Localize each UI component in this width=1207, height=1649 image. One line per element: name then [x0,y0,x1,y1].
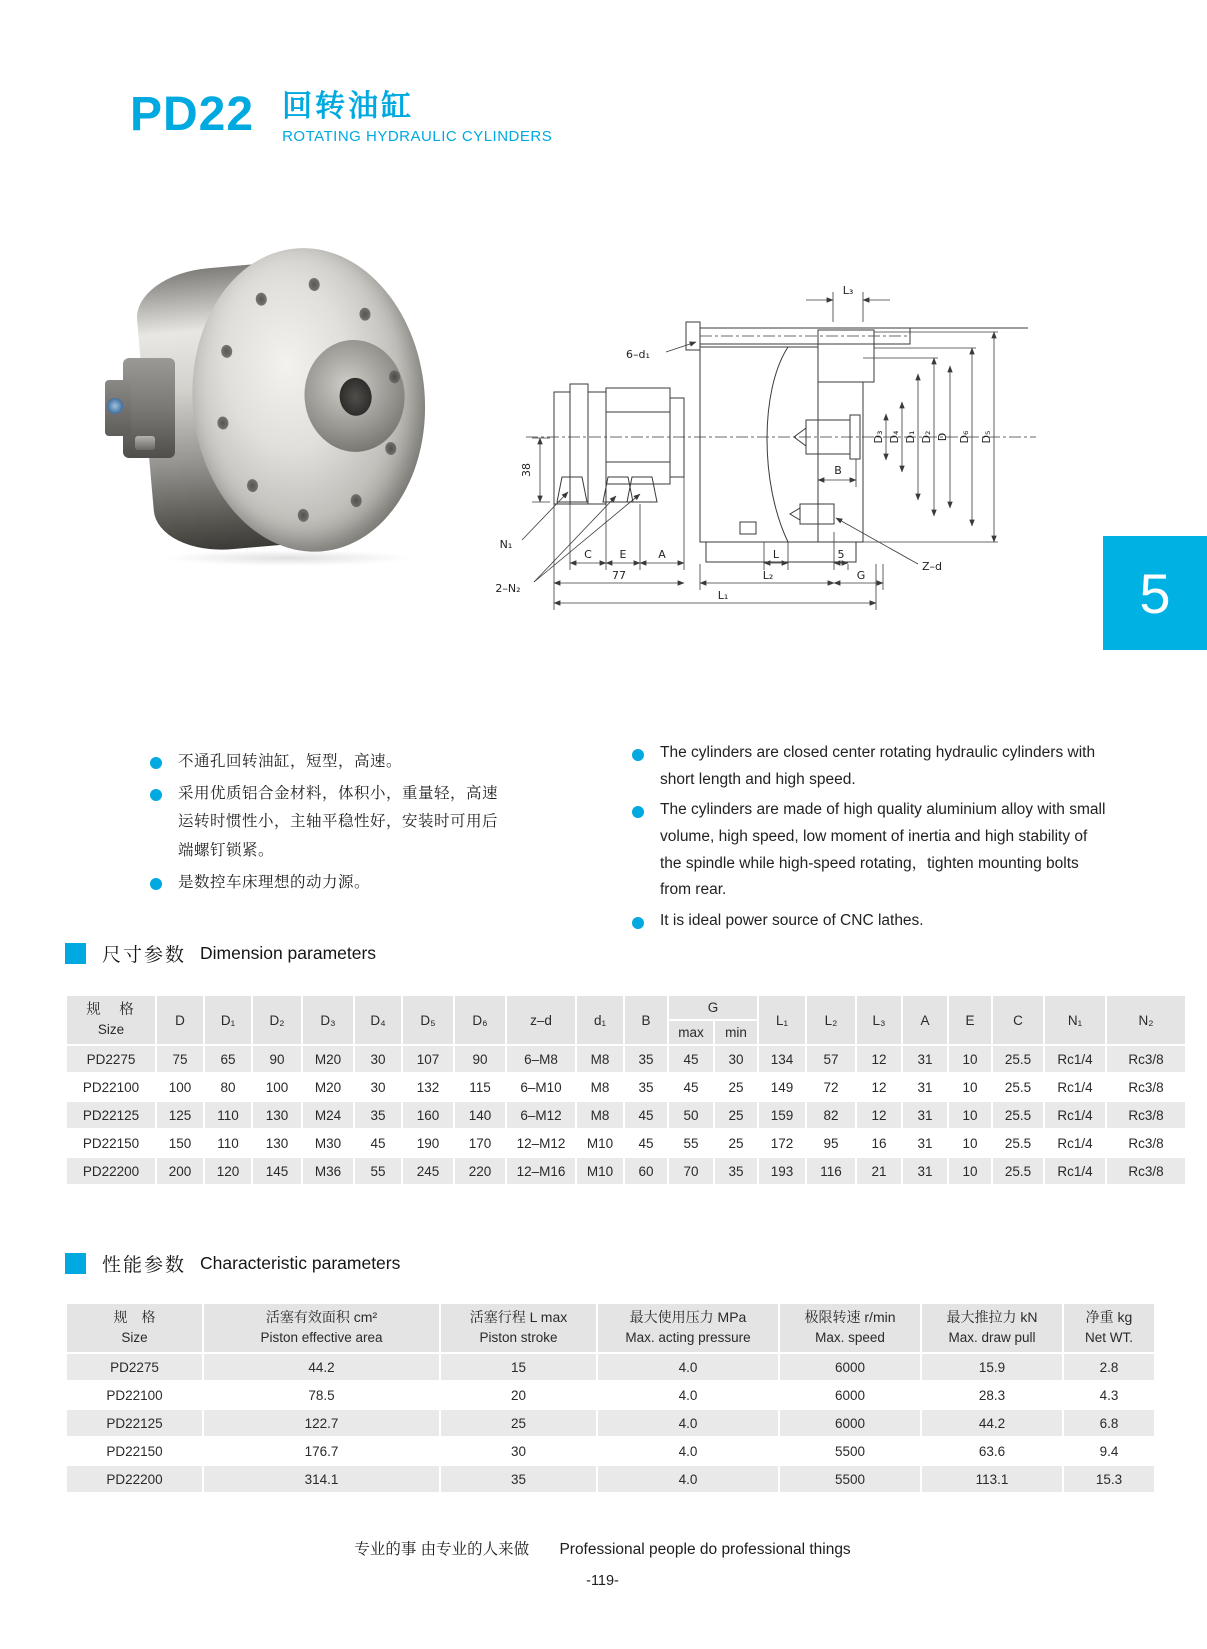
table-cell: 4.0 [598,1354,778,1380]
table-cell: PD22125 [67,1102,155,1128]
table-cell: 25.5 [993,1074,1043,1100]
diam-label: D₄ [888,430,901,444]
table-cell: 15 [441,1354,596,1380]
table-cell: 90 [455,1046,505,1072]
table-cell: 6000 [780,1354,920,1380]
table-cell: 9.4 [1064,1438,1154,1464]
table-cell: 31 [903,1074,947,1100]
table-cell: 6000 [780,1410,920,1436]
table-cell: PD22100 [67,1074,155,1100]
table-cell: 4.0 [598,1438,778,1464]
table-cell: 82 [807,1102,855,1128]
table-cell: PD22200 [67,1158,155,1184]
table-cell: 31 [903,1158,947,1184]
table-cell: 120 [205,1158,251,1184]
table-cell: 4.0 [598,1410,778,1436]
column-header: max [669,1021,713,1044]
section-square-icon [65,1253,86,1274]
feature-item: It is ideal power source of CNC lathes. [632,908,1110,935]
diam-label: D₆ [958,430,971,444]
characteristic-table-body [67,1354,1154,1492]
table-cell: 80 [205,1074,251,1100]
table-cell: 63.6 [922,1438,1062,1464]
dim-label-L2: L₂ [762,569,774,582]
column-header: min [715,1021,757,1044]
table-cell: M8 [577,1102,623,1128]
column-header: D₆ [455,996,505,1044]
table-cell: M24 [303,1102,353,1128]
dim-label-2N2: 2–N₂ [495,582,521,595]
features-cn [150,748,502,900]
table-cell: 45 [669,1046,713,1072]
table-cell: 70 [669,1158,713,1184]
column-header: z–d [507,996,575,1044]
table-row [67,1158,1185,1184]
table-cell: 314.1 [204,1466,439,1492]
dim-label-E: E [619,548,627,561]
table-cell: 10 [949,1074,991,1100]
table-cell: 44.2 [204,1354,439,1380]
table-cell: Rc3/8 [1107,1158,1185,1184]
table-cell: Rc3/8 [1107,1074,1185,1100]
section-title-cn: 尺寸参数 [102,945,187,966]
diam-label: D₂ [920,430,933,444]
table-cell: 10 [949,1130,991,1156]
column-header: A [903,996,947,1044]
table-cell: 31 [903,1102,947,1128]
table-cell: 5500 [780,1466,920,1492]
table-cell: M8 [577,1046,623,1072]
table-cell: 220 [455,1158,505,1184]
table-cell: 12 [857,1102,901,1128]
table-cell: 125 [157,1102,203,1128]
table-cell: 35 [441,1466,596,1492]
table-cell: PD22200 [67,1466,202,1492]
table-cell: 45 [355,1130,401,1156]
column-header: D₅ [403,996,453,1044]
column-header: L₃ [857,996,901,1044]
bolt-hole [246,478,258,492]
table-cell: 6–M10 [507,1074,575,1100]
table-cell: Rc1/4 [1045,1130,1105,1156]
table-cell: 25.5 [993,1158,1043,1184]
table-cell: Rc3/8 [1107,1130,1185,1156]
table-cell: 145 [253,1158,301,1184]
diam-label: D₅ [980,430,993,444]
bolt-hole [359,308,371,322]
table-cell: 6000 [780,1382,920,1408]
table-cell: 10 [949,1102,991,1128]
table-cell: 245 [403,1158,453,1184]
table-cell: 75 [157,1046,203,1072]
column-header: N₁ [1045,996,1105,1044]
table-cell: 65 [205,1046,251,1072]
feature-item: The cylinders are closed center rotating hydraulic cylinders with short length and high speed. [632,740,1110,793]
table-cell: M20 [303,1046,353,1072]
page-number: -119- [586,1573,619,1589]
column-header: L₁ [759,996,805,1044]
table-cell: M20 [303,1074,353,1100]
bolt-hole [297,508,309,522]
column-header: L₂ [807,996,855,1044]
table-cell: 25 [715,1130,757,1156]
table-cell: PD2275 [67,1046,155,1072]
table-row [67,1074,1185,1100]
table-cell: 25 [715,1074,757,1100]
table-cell: 35 [715,1158,757,1184]
dimension-table [65,994,1187,1186]
title-english: ROTATING HYDRAULIC CYLINDERS [282,128,553,145]
table-cell: PD22150 [67,1438,202,1464]
table-cell: 159 [759,1102,805,1128]
table-cell: 31 [903,1046,947,1072]
table-cell: 100 [253,1074,301,1100]
table-row [67,1382,1154,1408]
table-cell: Rc1/4 [1045,1158,1105,1184]
bolt-hole [256,292,268,306]
table-cell: 45 [625,1102,667,1128]
dim-label-N1: N₁ [499,538,513,551]
table-cell: 12–M12 [507,1130,575,1156]
title-block [282,90,552,145]
feature-item: 是数控车床理想的动力源。 [150,869,502,898]
table-cell: 160 [403,1102,453,1128]
column-header: D₂ [253,996,301,1044]
table-cell: 16 [857,1130,901,1156]
table-cell: M36 [303,1158,353,1184]
table-row [67,1410,1154,1436]
gray-fitting [135,436,155,450]
table-row [67,1466,1154,1492]
table-cell: 30 [715,1046,757,1072]
column-header: 活塞行程 L max Piston stroke [441,1304,596,1352]
table-cell: 12–M16 [507,1158,575,1184]
table-cell: 190 [403,1130,453,1156]
table-cell: 107 [403,1046,453,1072]
table-cell: 2.8 [1064,1354,1154,1380]
table-cell: 55 [355,1158,401,1184]
feature-item: 采用优质铝合金材料，体积小，重量轻，高速运转时惯性小，主轴平稳性好，安装时可用后端螺钉锁紧。 [150,780,502,866]
table-cell: 35 [625,1046,667,1072]
dimension-section-header [65,940,376,967]
table-cell: M30 [303,1130,353,1156]
column-header: D₃ [303,996,353,1044]
table-cell: 95 [807,1130,855,1156]
table-cell: 25 [441,1410,596,1436]
table-cell: 130 [253,1130,301,1156]
table-cell: PD22100 [67,1382,202,1408]
table-cell: 6–M8 [507,1046,575,1072]
column-header: 极限转速 r/min Max. speed [780,1304,920,1352]
table-cell: M8 [577,1074,623,1100]
dim-label-B: B [834,464,842,477]
feature-item: 不通孔回转油缸，短型，高速。 [150,748,502,777]
dim-label-77: 77 [612,569,626,582]
table-row [67,1438,1154,1464]
page-header [130,90,552,145]
blue-fitting [107,398,123,414]
table-cell: PD2275 [67,1354,202,1380]
characteristic-table-head [67,1304,1154,1352]
column-header: 最大使用压力 MPa Max. acting pressure [598,1304,778,1352]
table-cell: 35 [625,1074,667,1100]
drawing-svg [488,252,1056,614]
bolt-hole [350,494,362,508]
table-cell: 90 [253,1046,301,1072]
dimension-table-body [67,1046,1185,1184]
table-cell: 122.7 [204,1410,439,1436]
table-cell: Rc1/4 [1045,1074,1105,1100]
column-header: B [625,996,667,1044]
table-cell: 149 [759,1074,805,1100]
table-cell: 30 [441,1438,596,1464]
dim-label-5: 5 [837,548,845,561]
section-square-icon [65,943,86,964]
table-cell: 31 [903,1130,947,1156]
table-cell: 4.0 [598,1382,778,1408]
table-cell: 25 [715,1102,757,1128]
table-cell: 10 [949,1046,991,1072]
column-header: 最大推拉力 kN Max. draw pull [922,1304,1062,1352]
product-photo [103,246,439,568]
table-cell: 45 [669,1074,713,1100]
table-cell: 150 [157,1130,203,1156]
table-cell: 200 [157,1158,203,1184]
table-cell: 132 [403,1074,453,1100]
chapter-tab: 5 [1103,536,1207,650]
dim-label-Zd: Z–d [921,560,943,573]
table-cell: 55 [669,1130,713,1156]
table-cell: 170 [455,1130,505,1156]
table-cell: 20 [441,1382,596,1408]
table-cell: 6.8 [1064,1410,1154,1436]
column-header: 规 格 Size [67,1304,202,1352]
table-cell: 44.2 [922,1410,1062,1436]
valve-block [105,358,179,466]
table-cell: 30 [355,1074,401,1100]
bolt-hole [385,441,397,455]
footer-slogan [65,1537,1140,1559]
table-cell: 193 [759,1158,805,1184]
table-cell: 6–M12 [507,1102,575,1128]
table-cell: 35 [355,1102,401,1128]
column-header: 规 格 Size [67,996,155,1044]
column-header: N₂ [1107,996,1185,1044]
table-cell: PD22125 [67,1410,202,1436]
table-cell: Rc1/4 [1045,1046,1105,1072]
column-header: D₄ [355,996,401,1044]
table-cell: PD22150 [67,1130,155,1156]
column-header: 净重 kg Net WT. [1064,1304,1154,1352]
table-cell: 12 [857,1074,901,1100]
table-cell: 72 [807,1074,855,1100]
diam-label: D₃ [872,430,885,444]
table-cell: 15.9 [922,1354,1062,1380]
table-cell: 12 [857,1046,901,1072]
bolt-hole [217,416,229,430]
table-row [67,1046,1185,1072]
slogan-en: Professional people do professional things [559,1541,851,1558]
table-cell: 134 [759,1046,805,1072]
table-cell: 5500 [780,1438,920,1464]
table-row [67,1130,1185,1156]
dim-label-L1: L₁ [717,589,729,602]
table-cell: 25.5 [993,1102,1043,1128]
dim-label-L: L [772,548,780,561]
table-cell: 28.3 [922,1382,1062,1408]
table-cell: 110 [205,1102,251,1128]
table-cell: 25.5 [993,1130,1043,1156]
bolt-hole [308,278,320,292]
table-cell: 21 [857,1158,901,1184]
table-cell: 78.5 [204,1382,439,1408]
table-cell: 176.7 [204,1438,439,1464]
dimension-table-head [67,996,1185,1044]
dim-label-38: 38 [520,463,533,477]
diam-label: D [936,432,949,442]
table-cell: 100 [157,1074,203,1100]
section-title-en: Dimension parameters [200,943,377,963]
model-code: PD22 [130,88,255,141]
table-cell: Rc3/8 [1107,1046,1185,1072]
table-cell: 140 [455,1102,505,1128]
column-header: G [669,996,757,1019]
table-cell: 45 [625,1130,667,1156]
dim-label-C: C [584,548,592,561]
table-cell: M10 [577,1158,623,1184]
table-cell: 4.3 [1064,1382,1154,1408]
table-cell: 116 [807,1158,855,1184]
table-cell: 172 [759,1130,805,1156]
table-cell: 4.0 [598,1466,778,1492]
features-en [632,740,1110,939]
title-chinese: 回转油缸 [282,90,415,123]
section-title-cn: 性能参数 [102,1255,187,1276]
table-cell: Rc3/8 [1107,1102,1185,1128]
column-header: d₁ [577,996,623,1044]
table-cell: 115 [455,1074,505,1100]
table-cell: M10 [577,1130,623,1156]
table-cell: 25.5 [993,1046,1043,1072]
section-title-en: Characteristic parameters [200,1253,401,1273]
dim-label-A: A [658,548,666,561]
table-row [67,1102,1185,1128]
table-cell: 130 [253,1102,301,1128]
column-header: 活塞有效面积 cm² Piston effective area [204,1304,439,1352]
technical-drawing [488,252,1056,614]
characteristic-section-header [65,1250,400,1277]
table-cell: 30 [355,1046,401,1072]
table-cell: 113.1 [922,1466,1062,1492]
column-header: C [993,996,1043,1044]
bolt-hole [221,345,233,359]
column-header: E [949,996,991,1044]
table-cell: 57 [807,1046,855,1072]
feature-item: The cylinders are made of high quality aluminium alloy with small volume, high speed, low moment of inertia and high stability of the spindle while high-speed rotating，tighten mounting bolts from rear. [632,797,1110,904]
table-cell: Rc1/4 [1045,1102,1105,1128]
table-cell: 15.3 [1064,1466,1154,1492]
table-cell: 60 [625,1158,667,1184]
table-cell: 50 [669,1102,713,1128]
table-cell: 110 [205,1130,251,1156]
characteristic-table [65,1302,1156,1494]
table-row [67,1354,1154,1380]
dim-label-6d1: 6–d₁ [626,348,650,361]
table-cell: 10 [949,1158,991,1184]
dim-label-L3: L₃ [842,284,854,297]
slogan-cn: 专业的事 由专业的人来做 [354,1541,530,1558]
column-header: D [157,996,203,1044]
dim-label-G: G [856,569,866,582]
column-header: D₁ [205,996,251,1044]
diam-label: D₁ [904,430,917,444]
